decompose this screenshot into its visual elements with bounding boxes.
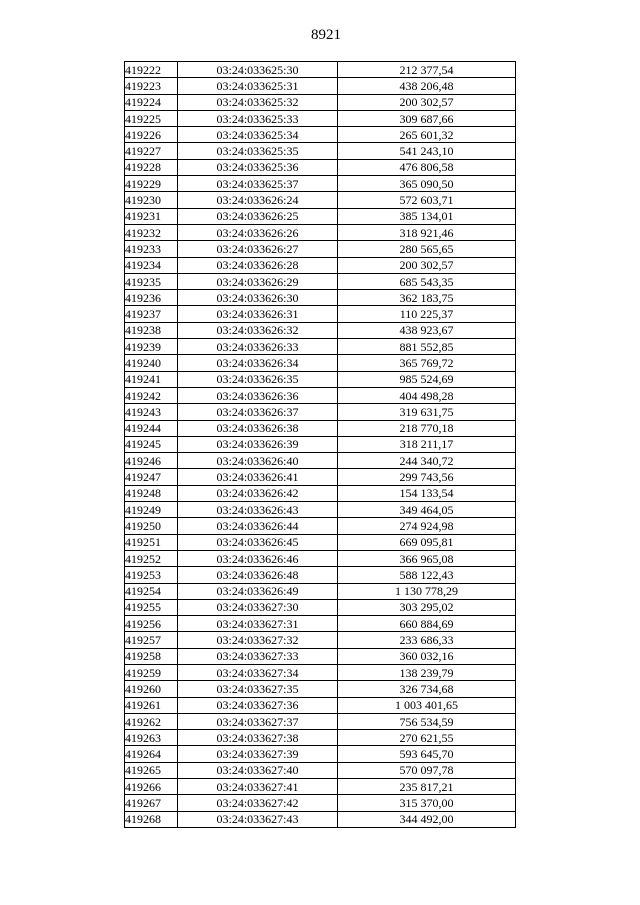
row-number-cell: 419224 bbox=[125, 94, 178, 110]
cadastral-value-cell: 349 464,05 bbox=[338, 502, 516, 518]
cadastral-number-cell: 03:24:033626:39 bbox=[178, 436, 338, 452]
table-row bbox=[125, 420, 516, 436]
table-row bbox=[125, 550, 516, 566]
cadastral-number-cell: 03:24:033627:39 bbox=[178, 746, 338, 762]
cadastral-number-cell: 03:24:033626:40 bbox=[178, 453, 338, 469]
table-row bbox=[125, 176, 516, 192]
cadastral-number-cell: 03:24:033627:34 bbox=[178, 664, 338, 680]
row-number-cell: 419255 bbox=[125, 599, 178, 615]
cadastral-number-cell: 03:24:033626:36 bbox=[178, 387, 338, 403]
cadastral-number-cell: 03:24:033625:33 bbox=[178, 110, 338, 126]
cadastral-value-cell: 588 122,43 bbox=[338, 567, 516, 583]
cadastral-number-cell: 03:24:033627:37 bbox=[178, 713, 338, 729]
cadastral-value-cell: 244 340,72 bbox=[338, 453, 516, 469]
cadastral-number-cell: 03:24:033626:31 bbox=[178, 306, 338, 322]
cadastral-value-cell: 274 924,98 bbox=[338, 518, 516, 534]
table-body bbox=[125, 62, 516, 828]
row-number-cell: 419238 bbox=[125, 322, 178, 338]
row-number-cell: 419231 bbox=[125, 208, 178, 224]
row-number-cell: 419227 bbox=[125, 143, 178, 159]
cadastral-value-cell: 344 492,00 bbox=[338, 811, 516, 827]
cadastral-number-cell: 03:24:033626:25 bbox=[178, 208, 338, 224]
table-row bbox=[125, 290, 516, 306]
row-number-cell: 419266 bbox=[125, 779, 178, 795]
row-number-cell: 419234 bbox=[125, 257, 178, 273]
table-row bbox=[125, 567, 516, 583]
row-number-cell: 419235 bbox=[125, 273, 178, 289]
row-number-cell: 419225 bbox=[125, 110, 178, 126]
row-number-cell: 419248 bbox=[125, 485, 178, 501]
cadastral-number-cell: 03:24:033626:48 bbox=[178, 567, 338, 583]
cadastral-value-cell: 404 498,28 bbox=[338, 387, 516, 403]
cadastral-number-cell: 03:24:033627:41 bbox=[178, 779, 338, 795]
cadastral-number-cell: 03:24:033627:32 bbox=[178, 632, 338, 648]
table-row bbox=[125, 681, 516, 697]
row-number-cell: 419243 bbox=[125, 404, 178, 420]
cadastral-number-cell: 03:24:033626:30 bbox=[178, 290, 338, 306]
cadastral-number-cell: 03:24:033626:33 bbox=[178, 339, 338, 355]
cadastral-value-cell: 438 206,48 bbox=[338, 78, 516, 94]
cadastral-value-cell: 541 243,10 bbox=[338, 143, 516, 159]
cadastral-value-cell: 660 884,69 bbox=[338, 616, 516, 632]
table-row bbox=[125, 697, 516, 713]
table-row bbox=[125, 811, 516, 827]
cadastral-number-cell: 03:24:033625:36 bbox=[178, 159, 338, 175]
cadastral-number-cell: 03:24:033625:30 bbox=[178, 62, 338, 78]
row-number-cell: 419268 bbox=[125, 811, 178, 827]
cadastral-value-cell: 385 134,01 bbox=[338, 208, 516, 224]
cadastral-value-cell: 235 817,21 bbox=[338, 779, 516, 795]
cadastral-value-cell: 985 524,69 bbox=[338, 371, 516, 387]
cadastral-value-cell: 309 687,66 bbox=[338, 110, 516, 126]
table-row bbox=[125, 469, 516, 485]
cadastral-number-cell: 03:24:033627:43 bbox=[178, 811, 338, 827]
cadastral-number-cell: 03:24:033626:28 bbox=[178, 257, 338, 273]
cadastral-value-cell: 570 097,78 bbox=[338, 762, 516, 778]
table-row bbox=[125, 322, 516, 338]
cadastral-number-cell: 03:24:033625:34 bbox=[178, 127, 338, 143]
table-row bbox=[125, 143, 516, 159]
table-row bbox=[125, 94, 516, 110]
row-number-cell: 419230 bbox=[125, 192, 178, 208]
row-number-cell: 419229 bbox=[125, 176, 178, 192]
table-row bbox=[125, 616, 516, 632]
cadastral-number-cell: 03:24:033625:37 bbox=[178, 176, 338, 192]
table-row bbox=[125, 485, 516, 501]
cadastral-value-cell: 365 090,50 bbox=[338, 176, 516, 192]
cadastral-value-cell: 212 377,54 bbox=[338, 62, 516, 78]
cadastral-value-cell: 685 543,35 bbox=[338, 273, 516, 289]
cadastral-number-cell: 03:24:033626:46 bbox=[178, 550, 338, 566]
row-number-cell: 419252 bbox=[125, 550, 178, 566]
cadastral-number-cell: 03:24:033625:31 bbox=[178, 78, 338, 94]
cadastral-value-cell: 326 734,68 bbox=[338, 681, 516, 697]
table-row bbox=[125, 664, 516, 680]
table-row bbox=[125, 632, 516, 648]
cadastral-number-cell: 03:24:033626:44 bbox=[178, 518, 338, 534]
cadastral-value-cell: 362 183,75 bbox=[338, 290, 516, 306]
table-row bbox=[125, 436, 516, 452]
table-row bbox=[125, 502, 516, 518]
cadastral-number-cell: 03:24:033626:26 bbox=[178, 224, 338, 240]
cadastral-value-cell: 200 302,57 bbox=[338, 257, 516, 273]
cadastral-value-cell: 315 370,00 bbox=[338, 795, 516, 811]
table-row bbox=[125, 713, 516, 729]
cadastral-number-cell: 03:24:033627:30 bbox=[178, 599, 338, 615]
table-row bbox=[125, 257, 516, 273]
row-number-cell: 419258 bbox=[125, 648, 178, 664]
cadastral-value-cell: 318 921,46 bbox=[338, 224, 516, 240]
table-row bbox=[125, 795, 516, 811]
cadastral-number-cell: 03:24:033626:38 bbox=[178, 420, 338, 436]
row-number-cell: 419261 bbox=[125, 697, 178, 713]
cadastral-value-cell: 110 225,37 bbox=[338, 306, 516, 322]
row-number-cell: 419265 bbox=[125, 762, 178, 778]
cadastral-value-cell: 1 003 401,65 bbox=[338, 697, 516, 713]
row-number-cell: 419245 bbox=[125, 436, 178, 452]
cadastral-value-table bbox=[124, 61, 516, 828]
cadastral-number-cell: 03:24:033626:24 bbox=[178, 192, 338, 208]
cadastral-value-cell: 154 133,54 bbox=[338, 485, 516, 501]
table-row bbox=[125, 534, 516, 550]
cadastral-number-cell: 03:24:033625:35 bbox=[178, 143, 338, 159]
table-row bbox=[125, 762, 516, 778]
table-row bbox=[125, 306, 516, 322]
row-number-cell: 419226 bbox=[125, 127, 178, 143]
row-number-cell: 419257 bbox=[125, 632, 178, 648]
cadastral-value-cell: 366 965,08 bbox=[338, 550, 516, 566]
cadastral-value-cell: 881 552,85 bbox=[338, 339, 516, 355]
cadastral-number-cell: 03:24:033626:34 bbox=[178, 355, 338, 371]
cadastral-value-cell: 365 769,72 bbox=[338, 355, 516, 371]
row-number-cell: 419260 bbox=[125, 681, 178, 697]
row-number-cell: 419232 bbox=[125, 224, 178, 240]
table-row bbox=[125, 453, 516, 469]
cadastral-value-cell: 319 631,75 bbox=[338, 404, 516, 420]
cadastral-number-cell: 03:24:033626:41 bbox=[178, 469, 338, 485]
cadastral-number-cell: 03:24:033626:27 bbox=[178, 241, 338, 257]
cadastral-value-cell: 138 239,79 bbox=[338, 664, 516, 680]
page-number: 8921 bbox=[311, 27, 341, 43]
cadastral-value-cell: 200 302,57 bbox=[338, 94, 516, 110]
cadastral-value-cell: 593 645,70 bbox=[338, 746, 516, 762]
cadastral-number-cell: 03:24:033627:35 bbox=[178, 681, 338, 697]
table-row bbox=[125, 599, 516, 615]
row-number-cell: 419236 bbox=[125, 290, 178, 306]
cadastral-value-cell: 270 621,55 bbox=[338, 730, 516, 746]
cadastral-number-cell: 03:24:033626:43 bbox=[178, 502, 338, 518]
cadastral-number-cell: 03:24:033627:42 bbox=[178, 795, 338, 811]
row-number-cell: 419240 bbox=[125, 355, 178, 371]
row-number-cell: 419262 bbox=[125, 713, 178, 729]
row-number-cell: 419241 bbox=[125, 371, 178, 387]
table-row bbox=[125, 192, 516, 208]
row-number-cell: 419267 bbox=[125, 795, 178, 811]
cadastral-value-cell: 1 130 778,29 bbox=[338, 583, 516, 599]
table-row bbox=[125, 779, 516, 795]
cadastral-value-cell: 669 095,81 bbox=[338, 534, 516, 550]
cadastral-value-cell: 218 770,18 bbox=[338, 420, 516, 436]
table-row bbox=[125, 224, 516, 240]
row-number-cell: 419244 bbox=[125, 420, 178, 436]
table-row bbox=[125, 127, 516, 143]
cadastral-number-cell: 03:24:033627:33 bbox=[178, 648, 338, 664]
row-number-cell: 419250 bbox=[125, 518, 178, 534]
cadastral-number-cell: 03:24:033626:45 bbox=[178, 534, 338, 550]
row-number-cell: 419242 bbox=[125, 387, 178, 403]
cadastral-value-cell: 360 032,16 bbox=[338, 648, 516, 664]
table-row bbox=[125, 208, 516, 224]
row-number-cell: 419251 bbox=[125, 534, 178, 550]
table-row bbox=[125, 371, 516, 387]
row-number-cell: 419246 bbox=[125, 453, 178, 469]
cadastral-number-cell: 03:24:033626:35 bbox=[178, 371, 338, 387]
cadastral-value-cell: 299 743,56 bbox=[338, 469, 516, 485]
cadastral-number-cell: 03:24:033627:36 bbox=[178, 697, 338, 713]
table-row bbox=[125, 746, 516, 762]
row-number-cell: 419228 bbox=[125, 159, 178, 175]
cadastral-value-cell: 572 603,71 bbox=[338, 192, 516, 208]
cadastral-number-cell: 03:24:033626:42 bbox=[178, 485, 338, 501]
row-number-cell: 419256 bbox=[125, 616, 178, 632]
cadastral-value-cell: 318 211,17 bbox=[338, 436, 516, 452]
row-number-cell: 419239 bbox=[125, 339, 178, 355]
table-row bbox=[125, 241, 516, 257]
row-number-cell: 419222 bbox=[125, 62, 178, 78]
cadastral-number-cell: 03:24:033626:29 bbox=[178, 273, 338, 289]
table-row bbox=[125, 387, 516, 403]
cadastral-value-cell: 280 565,65 bbox=[338, 241, 516, 257]
table-row bbox=[125, 518, 516, 534]
cadastral-value-cell: 265 601,32 bbox=[338, 127, 516, 143]
row-number-cell: 419249 bbox=[125, 502, 178, 518]
row-number-cell: 419259 bbox=[125, 664, 178, 680]
table-row bbox=[125, 110, 516, 126]
row-number-cell: 419263 bbox=[125, 730, 178, 746]
cadastral-value-cell: 233 686,33 bbox=[338, 632, 516, 648]
row-number-cell: 419247 bbox=[125, 469, 178, 485]
cadastral-number-cell: 03:24:033626:37 bbox=[178, 404, 338, 420]
table-row bbox=[125, 730, 516, 746]
table-row bbox=[125, 404, 516, 420]
cadastral-value-cell: 303 295,02 bbox=[338, 599, 516, 615]
row-number-cell: 419264 bbox=[125, 746, 178, 762]
row-number-cell: 419237 bbox=[125, 306, 178, 322]
cadastral-value-cell: 756 534,59 bbox=[338, 713, 516, 729]
cadastral-number-cell: 03:24:033627:38 bbox=[178, 730, 338, 746]
cadastral-number-cell: 03:24:033627:40 bbox=[178, 762, 338, 778]
cadastral-number-cell: 03:24:033626:49 bbox=[178, 583, 338, 599]
cadastral-number-cell: 03:24:033625:32 bbox=[178, 94, 338, 110]
cadastral-value-cell: 438 923,67 bbox=[338, 322, 516, 338]
table-row bbox=[125, 355, 516, 371]
table-row bbox=[125, 273, 516, 289]
cadastral-number-cell: 03:24:033626:32 bbox=[178, 322, 338, 338]
table-row bbox=[125, 339, 516, 355]
table-row bbox=[125, 159, 516, 175]
cadastral-number-cell: 03:24:033627:31 bbox=[178, 616, 338, 632]
table-row bbox=[125, 648, 516, 664]
row-number-cell: 419253 bbox=[125, 567, 178, 583]
row-number-cell: 419233 bbox=[125, 241, 178, 257]
table-row bbox=[125, 78, 516, 94]
row-number-cell: 419254 bbox=[125, 583, 178, 599]
table-row bbox=[125, 583, 516, 599]
row-number-cell: 419223 bbox=[125, 78, 178, 94]
table-row bbox=[125, 62, 516, 78]
cadastral-value-cell: 476 806,58 bbox=[338, 159, 516, 175]
